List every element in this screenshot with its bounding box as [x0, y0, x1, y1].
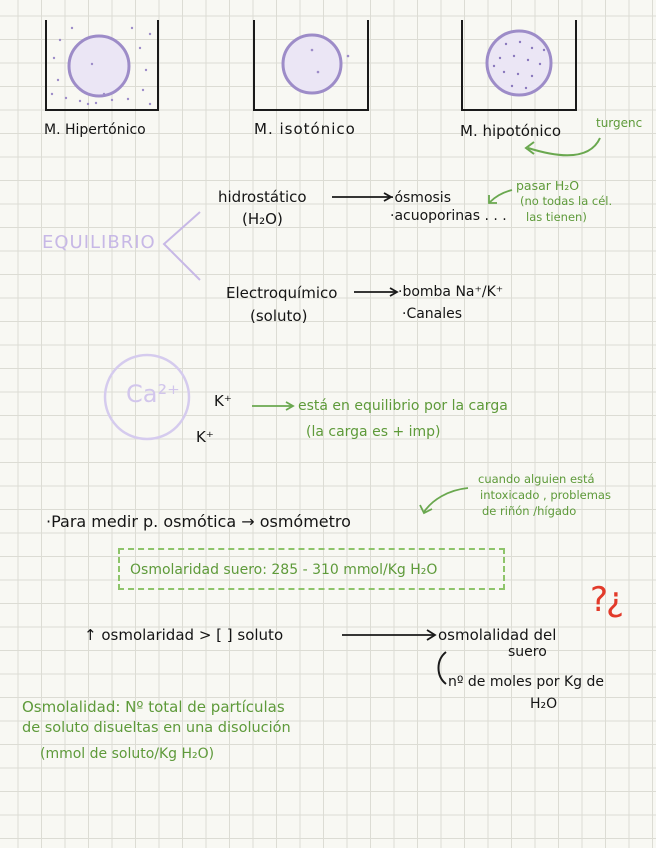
hypertonic-cell [69, 36, 129, 96]
carga-arrow [252, 402, 293, 410]
measure-note-3: de riñón /hígado [482, 504, 577, 518]
definition-line-3: (mmol de soluto/Kg H₂O) [40, 746, 215, 762]
note-paren-1: (no todas la cél. [520, 194, 613, 208]
turgencia-arrow [528, 138, 600, 155]
carga-note-1: está en equilibrio por la carga [298, 398, 508, 414]
isotonic-cell [283, 35, 341, 93]
measure-note-1: cuando alguien está [478, 472, 595, 486]
osmometro-note-arrow [424, 488, 468, 512]
label-isotonic: M. isotónico [254, 120, 356, 138]
note-pasar: pasar H₂O [516, 178, 580, 193]
bomba-item: ·bomba Na⁺/K⁺ [398, 284, 504, 300]
osmosis-item: ·ósmosis [390, 190, 451, 206]
measure-text: ·Para medir p. osmótica → osmómetro [46, 512, 351, 531]
hydro-subtitle: (H₂O) [242, 210, 283, 228]
hydro-title: hidrostático [218, 188, 307, 206]
relation-left: ↑ osmolaridad > [ ] soluto [84, 626, 284, 644]
label-turgencia: turgenc [596, 116, 643, 130]
relation-right-1: osmolalidad del [438, 626, 557, 644]
relation-right-2: suero [508, 644, 547, 660]
canales-item: ·Canales [402, 306, 463, 322]
electro-arrow [354, 288, 397, 296]
label-hypertonic: M. Hipertónico [44, 122, 146, 138]
note-paren-2: las tienen) [526, 210, 587, 224]
electro-subtitle: (soluto) [250, 307, 308, 325]
definition-line-1: Osmolalidad: Nº total de partículas [22, 698, 285, 716]
definition-line-2: de soluto disueltas en una disolución [22, 720, 291, 736]
acuaporinas-item: ·acuoporinas . . . [390, 208, 507, 224]
electro-title: Electroquímico [226, 284, 338, 302]
pasar-arrow [490, 190, 512, 202]
question-mark: ?¿ [590, 580, 623, 620]
relation-sub-1: nº de moles por Kg de [448, 674, 604, 690]
hypotonic-cell [487, 31, 551, 95]
calcium-ion: Ca²⁺ [126, 380, 180, 408]
measure-note-2: intoxicado , problemas [480, 488, 611, 502]
k-ion-2: K⁺ [196, 428, 214, 446]
osmolaridad-value: Osmolaridad suero: 285 - 310 mmol/Kg H₂O [130, 562, 438, 578]
equilibrio-bracket [164, 212, 200, 280]
relation-arrow [342, 630, 435, 640]
carga-note-2: (la carga es + imp) [306, 424, 441, 440]
k-ion-1: K⁺ [214, 392, 232, 410]
hydro-arrow [332, 193, 391, 201]
relation-sub-2: H₂O [530, 696, 558, 712]
relation-hook [439, 652, 447, 684]
equilibrio-label: EQUILIBRIO [42, 232, 156, 253]
label-hypotonic: M. hipotónico [460, 122, 562, 140]
